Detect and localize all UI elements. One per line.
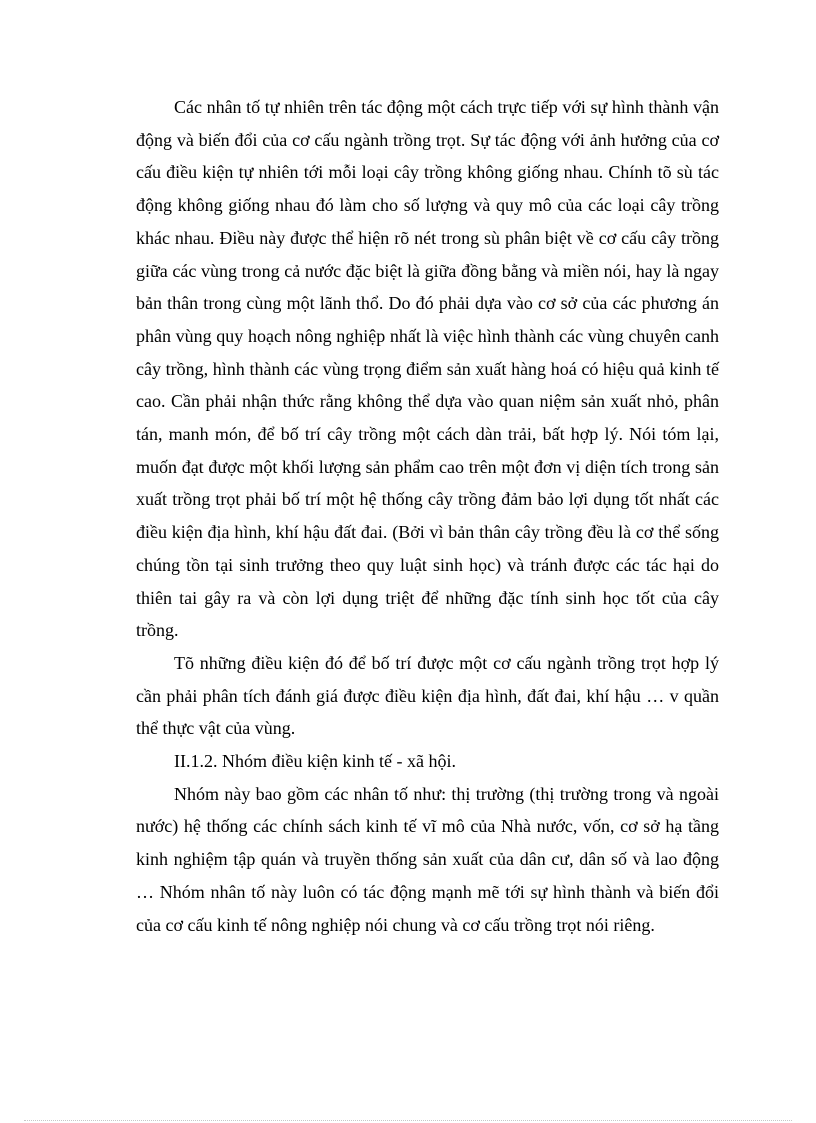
paragraph-natural-factors: Các nhân tố tự nhiên trên tác động một cách trực tiếp với sự hình thành vận động và biến đổi của cơ cấu ngành trồng trọt. Sự tác động với ảnh hưởng của cơ cấu điều kiện tự nhiên tới mỗi loại cây trồng không giống nhau. Chính tõ sù tác động không giống nhau đó làm cho số lượng và quy mô của các loại cây trồng khác nhau. Điều này được thể hiện rõ nét trong sù phân biệt về cơ cấu cây trồng giữa các vùng trong cả nước đặc biệt là giữa đồng bằng và miền nói, hay là ngay bản thân trong cùng một lãnh thổ. Do đó phải dựa vào cơ sở của các phương án phân vùng quy hoạch nông nghiệp nhất là việc hình thành các vùng chuyên canh cây trồng, hình thành các vùng trọng điểm sản xuất hàng hoá có hiệu quả kinh tế cao. Cần phải nhận thức rằng không thể dựa vào quan niệm sản xuất nhỏ, phân tán, manh món, để bố trí cây trồng một cách dàn trải, bất hợp lý. Nói tóm lại, muốn đạt được một khối lượng sản phẩm cao trên một đơn vị diện tích trong sản xuất trồng trọt phải bố trí một hệ thống cây trồng đảm bảo lợi dụng tốt nhất các điều kiện địa hình, khí hậu đất đai. (Bởi vì bản thân cây trồng đều là cơ thể sống chúng tồn tại sinh trưởng theo quy luật sinh học) và tránh được các tác hại do thiên tai gây ra và còn lợi dụng triệt để những đặc tính sinh học tốt của cây trồng.: [136, 97, 719, 641]
paragraph-socioeconomic: Nhóm này bao gồm các nhân tố như: thị trường (thị trường trong và ngoài nước) hệ thống các chính sách kinh tế vĩ mô của Nhà nước, vốn, cơ sở hạ tầng kinh nghiệm tập quán và truyền thống sản xuất của dân cư, dân số và lao động … Nhóm nhân tố này luôn có tác động mạnh mẽ tới sự hình thành và biến đổi của cơ cấu kinh tế nông nghiệp nói chung và cơ cấu trồng trọt nói riêng.: [136, 783, 719, 935]
section-heading: II.1.2. Nhóm điều kiện kinh tế - xã hội.: [174, 751, 456, 772]
document-body: [136, 91, 719, 941]
page-bottom-divider: [24, 1120, 792, 1121]
paragraph-conclusion: Tõ những điều kiện đó để bố trí được một cơ cấu ngành trồng trọt hợp lý cần phải phân tích đánh giá được điều kiện địa hình, đất đai, khí hậu … v quần thể thực vật của vùng.: [136, 652, 719, 739]
